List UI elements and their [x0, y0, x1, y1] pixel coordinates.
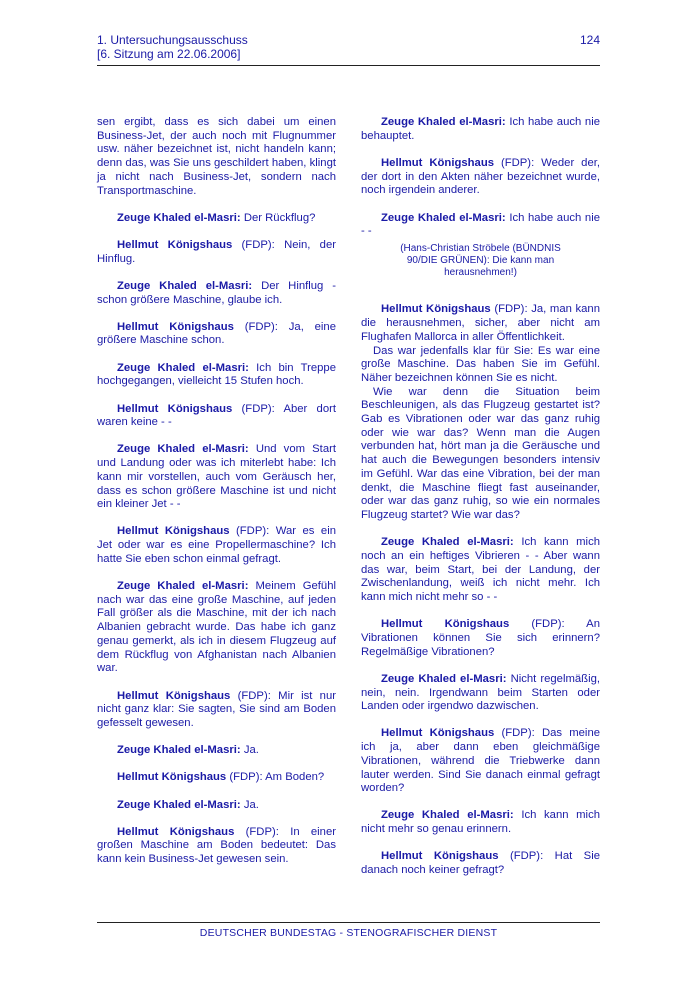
statement-text: Weder der, der dort in den Akten näher bezeichnet wurde, noch irgendein anderer.: [361, 156, 600, 197]
statement-text: Hat Sie danach noch keiner gefragt?: [361, 850, 600, 877]
speaker-name: Zeuge Khaled el-Masri:: [117, 798, 241, 811]
speaker-party: (FDP):: [226, 771, 263, 784]
speech-paragraph: [97, 744, 336, 758]
speaker-name: Zeuge Khaled el-Masri:: [381, 672, 507, 685]
speech-paragraph: [97, 826, 336, 867]
statement-text: Mir ist nur nicht ganz klar: Sie sagten, Sie sind am Boden gefesselt gewesen.: [97, 689, 336, 729]
page-number: 124: [579, 33, 600, 47]
speaker-name: Zeuge Khaled el-Masri:: [117, 580, 249, 593]
speaker-name: Zeuge Khaled el-Masri:: [117, 211, 241, 224]
speaker-party: (FDP):: [490, 303, 528, 316]
speaker-name: Zeuge Khaled el-Masri:: [117, 279, 253, 292]
speech-paragraph: [97, 799, 336, 813]
statement-text: Ich kann mich nicht mehr so genau erinnern.: [361, 809, 601, 836]
statement-text: Ja, man kann die herausnehmen, sicher, aber nicht am Flughafen Mallorca in aller Öffentlichkeit.: [361, 303, 601, 343]
long-statement: [361, 303, 600, 344]
speaker-name: Hellmut Königshaus: [117, 238, 233, 251]
speaker-party: (FDP):: [232, 402, 275, 415]
interjection: (Hans-Christian Ströbele (BÜNDNIS 90/DIE GRÜNEN): Die kann man herausnehmen!): [400, 243, 561, 279]
speaker-name: Zeuge Khaled el-Masri:: [117, 361, 249, 374]
page-footer: [97, 922, 600, 939]
statement-text: Ja, eine größere Maschine schon.: [97, 320, 336, 347]
speaker-name: Hellmut Königshaus: [381, 727, 495, 740]
speech-paragraph: [97, 212, 336, 226]
statement-text: In einer großen Maschine am Boden bedeutet: Das kann kein Business-Jet gewesen sein.: [97, 825, 337, 866]
page-header: [97, 33, 600, 66]
committee-title: 1. Untersuchungsausschuss: [97, 33, 248, 47]
speaker-name: Hellmut Königshaus: [381, 850, 499, 863]
speaker-name: Hellmut Königshaus: [381, 156, 495, 169]
statement-continuation: Das war jedenfalls klar für Sie: Es war eine große Maschine. Das haben Sie im Gefühl. Näher bezeichnen können Sie es nicht.: [361, 344, 600, 384]
speaker-name: Hellmut Königshaus: [117, 825, 235, 838]
speech-paragraph: [97, 321, 336, 348]
speech-paragraph: [361, 727, 600, 796]
speech-paragraph: [361, 157, 600, 198]
speech-paragraph: [361, 673, 600, 714]
speech-paragraph: [97, 116, 336, 198]
speaker-party: (FDP):: [230, 689, 271, 702]
speaker-party: (FDP):: [498, 850, 544, 863]
speaker-name: Hellmut Königshaus: [117, 402, 233, 415]
speech-paragraph: [97, 280, 336, 307]
speaker-name: Hellmut Königshaus: [117, 525, 230, 538]
speech-paragraph: [97, 580, 336, 676]
statement-text: Ja.: [243, 744, 259, 757]
speech-paragraph: [97, 403, 336, 430]
speaker-party: (FDP):: [494, 156, 535, 169]
speaker-name: Zeuge Khaled el-Masri:: [381, 116, 506, 128]
speaker-name: Hellmut Königshaus: [381, 303, 491, 316]
statement-text: Ich kann mich noch an ein heftiges Vibrieren - - Aber wann das war, beim Start, bei der Landung, der Zwischenlandung, weiß ich nicht mehr. Ich kann mich nicht mehr so - -: [361, 536, 601, 603]
speaker-name: Hellmut Königshaus: [117, 771, 227, 784]
speech-paragraph: [361, 618, 600, 659]
statement-text: Das meine ich ja, aber dann eben gleichmäßige Vibrationen, während die Triebwerke dann lauter werden. Sind Sie danach einmal gefragt worden?: [361, 727, 601, 795]
speech-paragraph: [97, 443, 336, 512]
session-date: [6. Sitzung am 22.06.2006]: [97, 47, 241, 61]
statement-text: Nicht regelmäßig, nein, nein. Irgendwann beim Starten oder Landen oder irgendwo dazwischen.: [361, 672, 600, 713]
statement-text: War es ein Jet oder war es eine Propellermaschine? Ich hatte Sie eben schon einmal gefragt.: [97, 525, 336, 565]
speaker-party: (FDP):: [229, 525, 270, 538]
speaker-party: (FDP):: [232, 238, 275, 251]
speech-paragraph: [361, 116, 600, 143]
speech-paragraph: [361, 536, 600, 605]
speech-paragraph: [361, 212, 600, 239]
statement-text: Und vom Start und Landung oder was ich miterlebt habe: Ich kann mir vorstellen, auch vom Geräusch her, dass es schon größere Maschine ist und nicht ein kleiner Jet - -: [97, 443, 337, 511]
speech-paragraph: [361, 850, 600, 877]
statement-text: Meinem Gefühl nach war das eine große Maschine, auf jeden Fall größer als die Maschine, mit der ich nach Albanien gebracht wurde. Das habe ich ganz genau gemerkt, als ich in diesem Flugzeug auf dem Rückflug von Afghanistan nach Albanien war.: [97, 580, 337, 675]
statement-text: Ich habe auch nie - -: [361, 211, 600, 238]
speech-paragraph: [97, 771, 336, 785]
speaker-name: Hellmut Königshaus: [117, 320, 234, 333]
speaker-name: Zeuge Khaled el-Masri:: [381, 536, 514, 549]
speech-paragraph: [97, 525, 336, 566]
right-column: [361, 116, 600, 891]
speaker-name: Zeuge Khaled el-Masri:: [117, 744, 241, 757]
speaker-party: (FDP):: [234, 825, 279, 838]
speaker-name: Zeuge Khaled el-Masri:: [381, 211, 506, 224]
footer-text: DEUTSCHER BUNDESTAG - STENOGRAFISCHER DIENST: [199, 927, 498, 939]
statement-text: Der Rückflug?: [243, 211, 316, 224]
speaker-name: Hellmut Königshaus: [117, 689, 231, 702]
speech-paragraph: [97, 239, 336, 266]
speaker-name: Zeuge Khaled el-Masri:: [117, 443, 249, 456]
statement-text: Ich habe auch nie behauptet.: [361, 116, 600, 142]
statement-text: Der Hinflug - schon größere Maschine, glaube ich.: [97, 279, 336, 306]
speaker-party: (FDP):: [494, 727, 535, 740]
statement-continuation: Wie war denn die Situation beim Beschleunigen, als das Flugzeug gestartet ist? Gab es Vibrationen oder war das ganz ruhig oder wie war das? Wenn man die Augen verbunden hat, hört man ja die Geräusche und hat auch die Bewegungen besonders intensiv im Gefühl. War das eine Vibration, bei der man denkt, die Maschine fliegt fast auseinander, oder war das ganz ruhig, so wie ein normales Flugzeug startet? Wie war das?: [361, 385, 600, 521]
statement-text: An Vibrationen können Sie sich erinnern? Regelmäßige Vibrationen?: [361, 618, 600, 658]
statement-text: sen ergibt, dass es sich dabei um einen Business-Jet, der auch noch mit Flugnummer usw. näher bezeichnet ist, nicht handeln kann; denn das, was Sie uns geschildert haben, klingt ja nicht nach Business-Jet, sondern nach Transportmaschine.: [97, 116, 336, 197]
speech-paragraph: [361, 809, 600, 836]
statement-text: Aber dort waren keine - -: [97, 402, 337, 429]
statement-text: Ich bin Treppe hochgegangen, vielleicht 15 Stufen hoch.: [97, 361, 337, 388]
statement-text: Am Boden?: [265, 771, 325, 784]
speech-paragraph: [97, 362, 336, 389]
speaker-name: Hellmut Königshaus: [381, 618, 510, 631]
speech-paragraph: [97, 690, 336, 731]
speaker-name: Zeuge Khaled el-Masri:: [381, 809, 514, 822]
left-column: [97, 116, 336, 880]
statement-text: Nein, der Hinflug.: [97, 238, 336, 265]
speaker-party: (FDP):: [233, 320, 278, 333]
speaker-party: (FDP):: [509, 618, 565, 631]
statement-text: Ja.: [243, 798, 259, 811]
